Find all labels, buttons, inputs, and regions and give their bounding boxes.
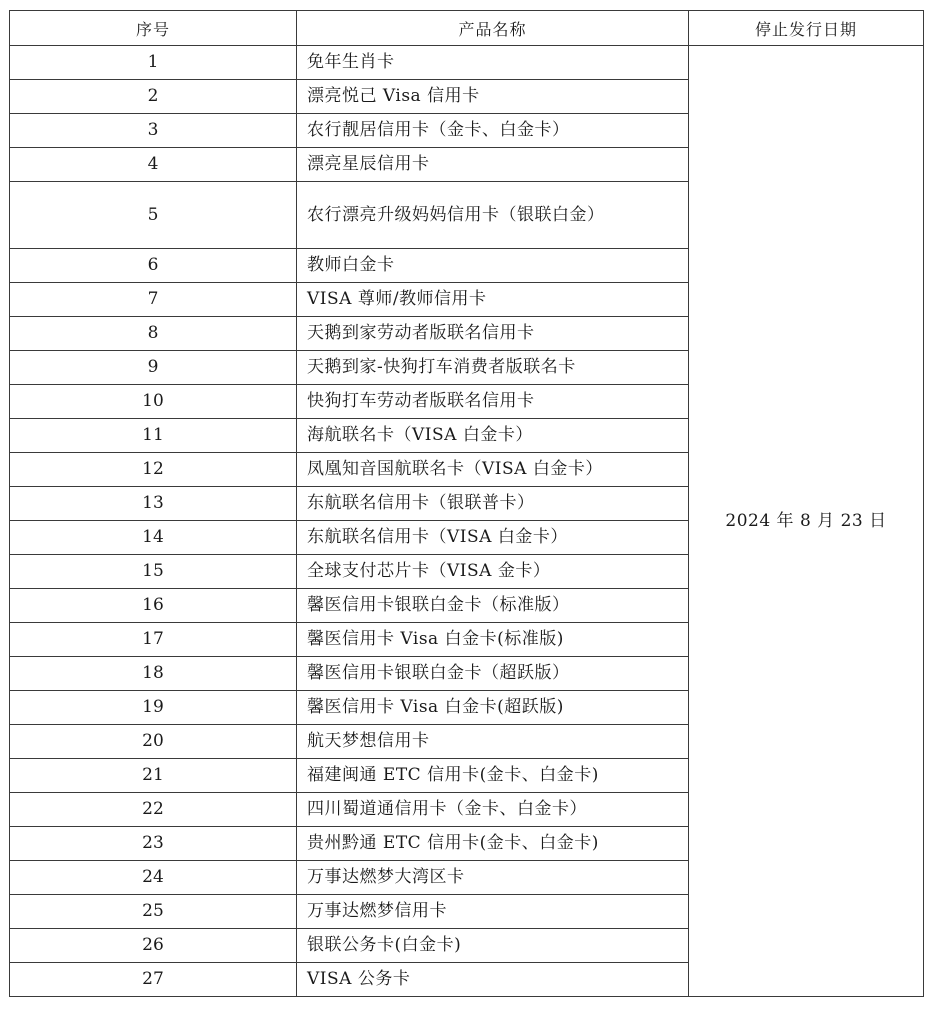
row-product-name: 贵州黔通 ETC 信用卡(金卡、白金卡) [297, 827, 689, 861]
row-index: 20 [10, 725, 297, 759]
row-product-name: 航天梦想信用卡 [297, 725, 689, 759]
row-product-name: 海航联名卡（VISA 白金卡） [297, 419, 689, 453]
row-product-name: 馨医信用卡银联白金卡（超跃版） [297, 657, 689, 691]
row-index: 2 [10, 80, 297, 114]
row-index: 11 [10, 419, 297, 453]
row-product-name: 漂亮悦己 Visa 信用卡 [297, 80, 689, 114]
row-product-name: 教师白金卡 [297, 249, 689, 283]
row-index: 4 [10, 148, 297, 182]
row-product-name: 漂亮星辰信用卡 [297, 148, 689, 182]
row-product-name: 馨医信用卡 Visa 白金卡(标准版) [297, 623, 689, 657]
row-index: 27 [10, 963, 297, 997]
table-header-row [10, 11, 924, 46]
row-index: 10 [10, 385, 297, 419]
row-index: 13 [10, 487, 297, 521]
table-row [10, 46, 924, 80]
row-index: 5 [10, 182, 297, 249]
row-product-name: 馨医信用卡银联白金卡（标准版） [297, 589, 689, 623]
row-product-name: 万事达燃梦大湾区卡 [297, 861, 689, 895]
row-product-name: 农行漂亮升级妈妈信用卡（银联白金） [297, 182, 689, 249]
row-product-name: 东航联名信用卡（VISA 白金卡） [297, 521, 689, 555]
table-body [10, 46, 924, 997]
row-index: 19 [10, 691, 297, 725]
header-stop-date: 停止发行日期 [689, 11, 924, 46]
row-product-name: 万事达燃梦信用卡 [297, 895, 689, 929]
row-product-name: 银联公务卡(白金卡) [297, 929, 689, 963]
row-index: 21 [10, 759, 297, 793]
row-index: 15 [10, 555, 297, 589]
row-product-name: 天鹅到家劳动者版联名信用卡 [297, 317, 689, 351]
row-product-name: 东航联名信用卡（银联普卡） [297, 487, 689, 521]
row-index: 9 [10, 351, 297, 385]
row-index: 16 [10, 589, 297, 623]
row-product-name: 全球支付芯片卡（VISA 金卡） [297, 555, 689, 589]
row-index: 17 [10, 623, 297, 657]
row-index: 3 [10, 114, 297, 148]
row-index: 22 [10, 793, 297, 827]
row-index: 7 [10, 283, 297, 317]
row-index: 1 [10, 46, 297, 80]
row-product-name: 福建闽通 ETC 信用卡(金卡、白金卡) [297, 759, 689, 793]
row-product-name: 天鹅到家-快狗打车消费者版联名卡 [297, 351, 689, 385]
header-product-name: 产品名称 [297, 11, 689, 46]
row-index: 25 [10, 895, 297, 929]
row-product-name: VISA 公务卡 [297, 963, 689, 997]
row-product-name: 馨医信用卡 Visa 白金卡(超跃版) [297, 691, 689, 725]
row-index: 12 [10, 453, 297, 487]
discontinued-card-table [9, 10, 924, 997]
row-index: 23 [10, 827, 297, 861]
row-product-name: 凤凰知音国航联名卡（VISA 白金卡） [297, 453, 689, 487]
row-product-name: 免年生肖卡 [297, 46, 689, 80]
row-index: 18 [10, 657, 297, 691]
row-index: 8 [10, 317, 297, 351]
row-product-name: VISA 尊师/教师信用卡 [297, 283, 689, 317]
row-index: 26 [10, 929, 297, 963]
row-index: 14 [10, 521, 297, 555]
row-product-name: 快狗打车劳动者版联名信用卡 [297, 385, 689, 419]
row-product-name: 四川蜀道通信用卡（金卡、白金卡） [297, 793, 689, 827]
row-product-name: 农行靓居信用卡（金卡、白金卡） [297, 114, 689, 148]
header-index: 序号 [10, 11, 297, 46]
stop-date-cell: 2024 年 8 月 23 日 [689, 46, 924, 997]
row-index: 24 [10, 861, 297, 895]
row-index: 6 [10, 249, 297, 283]
